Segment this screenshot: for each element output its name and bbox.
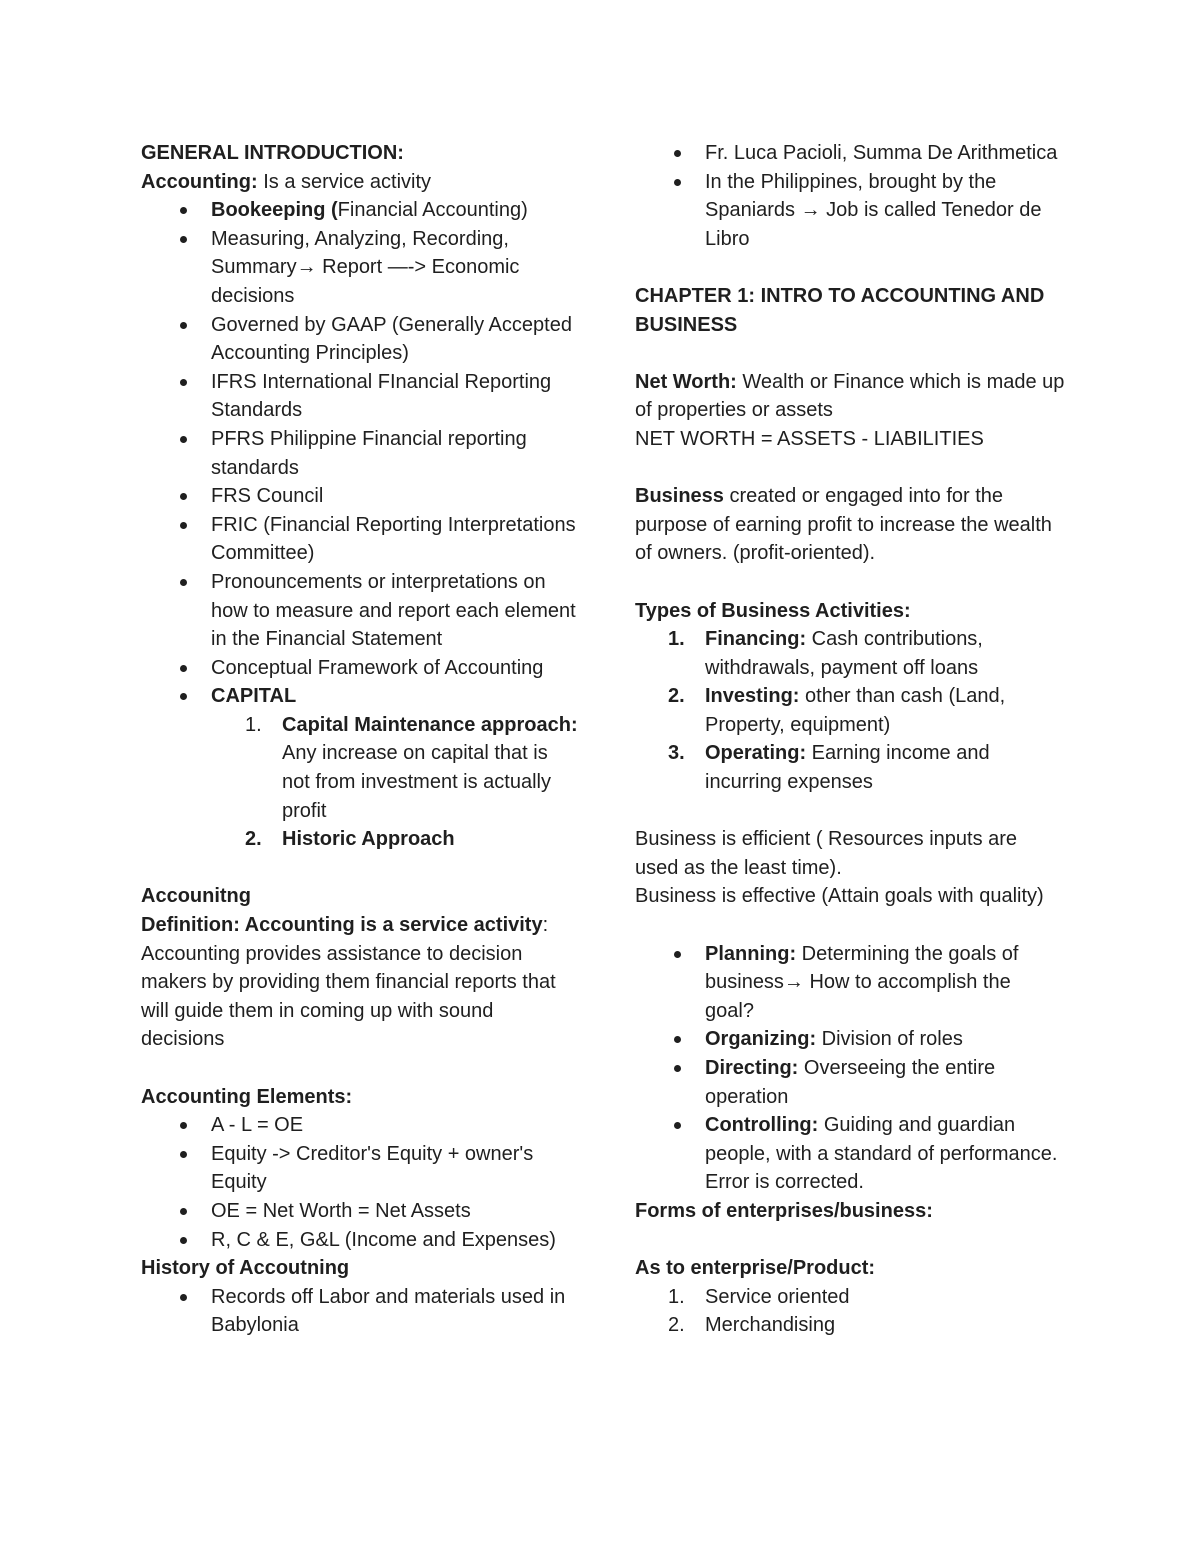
list-item: Organizing: Division of roles [635, 1025, 1065, 1054]
list-item: R, C & E, G&L (Income and Expenses) [141, 1226, 581, 1255]
list-item: Conceptual Framework of Accounting [141, 654, 581, 683]
list-item: OE = Net Worth = Net Assets [141, 1197, 581, 1226]
net-worth-paragraph: Net Worth: Wealth or Finance which is made up of properties or assets [635, 370, 1065, 422]
general-introduction-title: GENERAL INTRODUCTION: [141, 142, 404, 164]
list-item: 1. Service oriented [668, 1285, 850, 1308]
list-item: 2. Investing: other than cash (Land, Property, equipment) [668, 685, 1006, 736]
management-functions-list [635, 940, 1065, 1197]
business-activities-list [635, 625, 1065, 797]
accounting-elements-heading: Accounting Elements: [141, 1085, 353, 1108]
list-item: Equity -> Creditor's Equity + owner's Equity [141, 1140, 581, 1197]
chapter-title: CHAPTER 1: INTRO TO ACCOUNTING AND BUSINESS [635, 284, 1045, 336]
list-item: Directing: Overseeing the entire operation [635, 1054, 1065, 1111]
capital-approach-list [211, 711, 581, 854]
types-heading: Types of Business Activities: [635, 599, 911, 622]
list-item: Measuring, Analyzing, Recording, Summary→ Report —-> Economic decisions [141, 225, 581, 311]
list-item: Records off Labor and materials used in Babylonia [141, 1283, 581, 1340]
list-item: 1. Capital Maintenance approach: Any increase on capital that is not from investment is actually profit [245, 713, 578, 822]
list-item: 3. Operating: Earning income and incurring expenses [668, 742, 990, 794]
intro-bullet-list [141, 196, 581, 854]
list-item: 1. Financing: Cash contributions, withdrawals, payment off loans [668, 628, 983, 679]
list-item: FRS Council [141, 482, 581, 511]
list-item: 2. Historic Approach [245, 828, 455, 851]
list-item: Fr. Luca Pacioli, Summa De Arithmetica [635, 139, 1065, 168]
left-column [141, 139, 581, 1340]
efficient-paragraph: Business is efficient ( Resources inputs are used as the least time). [635, 828, 1018, 879]
forms-heading: Forms of enterprises/business: [635, 1199, 933, 1222]
list-item: PFRS Philippine Financial reporting standards [141, 425, 581, 482]
net-worth-formula: NET WORTH = ASSETS - LIABILITIES [635, 427, 984, 450]
list-item: Controlling: Guiding and guardian people, with a standard of performance. Error is corrected. [635, 1111, 1065, 1197]
effective-paragraph: Business is effective (Attain goals with quality) [635, 885, 1044, 908]
accounitng-heading: Accounitng [141, 885, 251, 908]
list-item: IFRS International FInancial Reporting Standards [141, 368, 581, 425]
list-item: Governed by GAAP (Generally Accepted Accounting Principles) [141, 311, 581, 368]
list-item-capital: CAPITAL 1. Capital Maintenance approach: Any increase on capital that is not from investment is actually profit 2. Historic Approach [141, 682, 581, 854]
history-list-continued [635, 139, 1065, 253]
list-item: A - L = OE [141, 1111, 581, 1140]
list-item: Bookeeping (Financial Accounting) [141, 196, 581, 225]
history-heading: History of Accoutning [141, 1257, 350, 1280]
accounting-definition-line: Accounting: Is a service activity [141, 170, 432, 193]
definition-paragraph: Definition: Accounting is a service activity: Accounting provides assistance to decision makers by providing them financial reports that will guide them in coming up with sound decisions [141, 914, 556, 1051]
history-list [141, 1283, 581, 1340]
list-item: Pronouncements or interpretations on how to measure and report each element in the Financial Statement [141, 568, 581, 654]
list-item: FRIC (Financial Reporting Interpretations Committee) [141, 511, 581, 568]
list-item: Planning: Determining the goals of business→ How to accomplish the goal? [635, 940, 1065, 1026]
list-item: In the Philippines, brought by the Spaniards → Job is called Tenedor de Libro [635, 168, 1065, 254]
list-item: 2. Merchandising [668, 1314, 836, 1337]
product-heading: As to enterprise/Product: [635, 1257, 876, 1280]
product-list [635, 1283, 1065, 1340]
elements-list [141, 1111, 581, 1254]
right-column [635, 139, 1065, 1340]
business-paragraph: Business created or engaged into for the purpose of earning profit to increase the wealth of owners. (profit-oriented). [635, 485, 1052, 565]
